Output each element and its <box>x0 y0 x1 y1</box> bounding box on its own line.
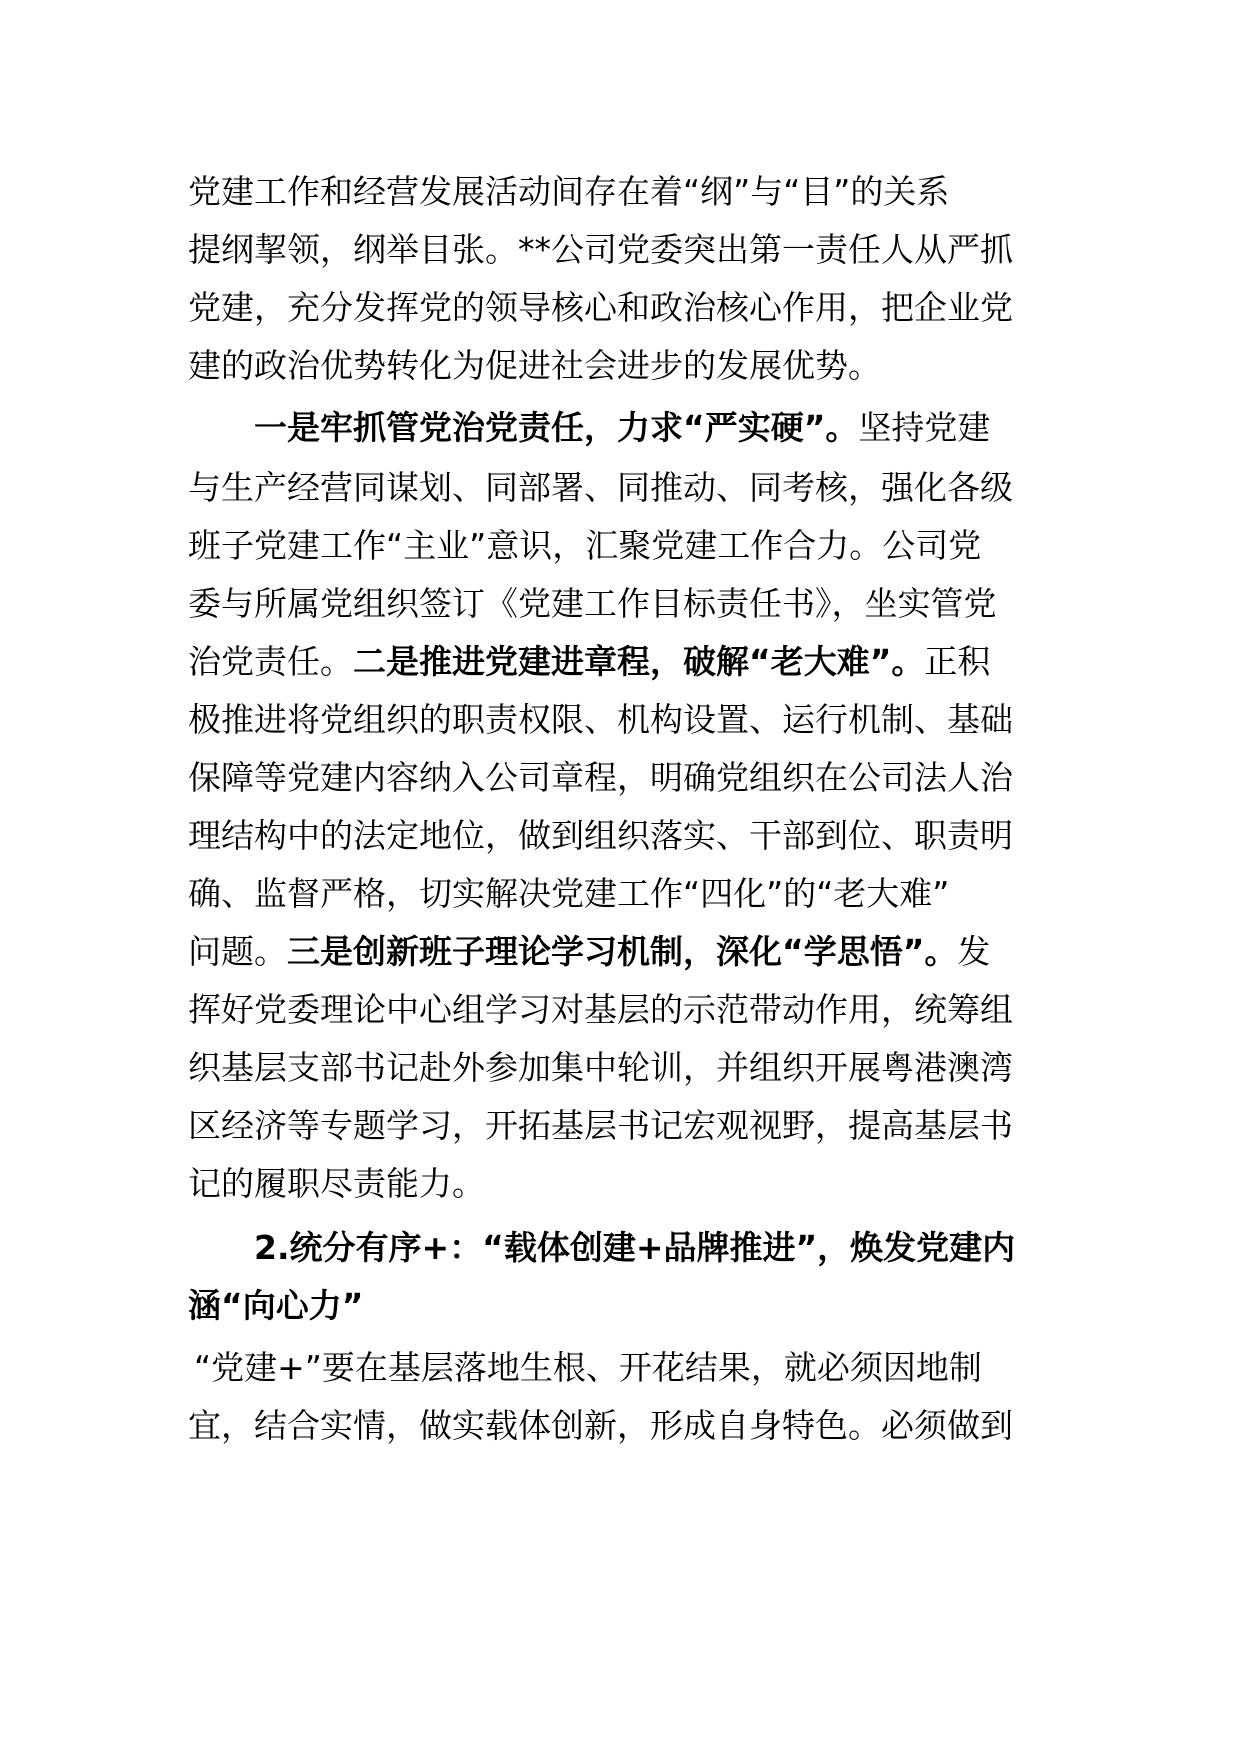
paragraph-2-line-11: 挥好党委理论中心组学习对基层的示范带动作用，统筹组 <box>188 990 1013 1029</box>
bold-lead-3: 三是创新班子理论学习机制，深化“学思悟”。 <box>287 932 958 971</box>
paragraph-2-line-1 <box>254 404 990 452</box>
line-text: 坚持党建 <box>858 408 991 447</box>
paragraph-2-line-9: 确、监督严格，切实解决党建工作“四化”的“老大难” <box>188 874 950 913</box>
paragraph-2-line-3: 班子党建工作“主业”意识，汇聚党建工作合力。公司党 <box>188 526 982 565</box>
line-text: 发 <box>957 932 991 971</box>
section-heading-line-1: 2.统分有序+：“载体创建+品牌推进”，焕发党建内 <box>254 1228 1016 1267</box>
paragraph-2-line-12: 织基层支部书记赴外参加集中轮训，并组织开展粤港澳湾 <box>188 1048 1013 1087</box>
line-text: 治党责任。 <box>188 642 353 681</box>
paragraph-2-line-2: 与生产经营同谋划、同部署、同推动、同考核，强化各级 <box>188 468 1013 507</box>
paragraph-2-line-7: 保障等党建内容纳入公司章程，明确党组织在公司法人治 <box>188 758 1013 797</box>
paragraph-2-line-5 <box>188 638 990 686</box>
paragraph-1-line-1: 党建工作和经营发展活动间存在着“纲”与“目”的关系 <box>188 172 950 211</box>
paragraph-2-line-13: 区经济等专题学习，开拓基层书记宏观视野，提高基层书 <box>188 1106 1013 1145</box>
paragraph-2-line-4: 委与所属党组织签订《党建工作目标责任书》，坐实管党 <box>188 584 997 623</box>
paragraph-1-line-2: 提纲挈领，纲举目张。**公司党委突出第一责任人从严抓 <box>188 230 1013 269</box>
line-text: 问题。 <box>188 932 287 971</box>
bold-lead-2: 二是推进党建进章程，破解“老大难”。 <box>353 642 925 681</box>
paragraph-2-line-8: 理结构中的法定地位，做到组织落实、干部到位、职责明 <box>188 816 1013 855</box>
paragraph-1-line-3: 党建，充分发挥党的领导核心和政治核心作用，把企业党 <box>188 288 1013 327</box>
paragraph-2-line-14: 记的履职尽责能力。 <box>188 1164 485 1203</box>
paragraph-3-line-2: 宜，结合实情，做实载体创新，形成自身特色。必须做到 <box>188 1406 1013 1445</box>
paragraph-2-line-6: 极推进将党组织的职责权限、机构设置、运行机制、基础 <box>188 700 1013 739</box>
bold-lead-1: 一是牢抓管党治党责任，力求“严实硬”。 <box>254 408 859 447</box>
paragraph-1-line-4: 建的政治优势转化为促进社会进步的发展优势。 <box>188 346 881 385</box>
paragraph-3-line-1: “党建+”要在基层落地生根、开花结果，就必须因地制 <box>194 1348 982 1387</box>
line-text: 正积 <box>924 642 991 681</box>
section-heading-line-2: 涵“向心力” <box>188 1286 364 1325</box>
paragraph-2-line-10 <box>188 928 990 976</box>
